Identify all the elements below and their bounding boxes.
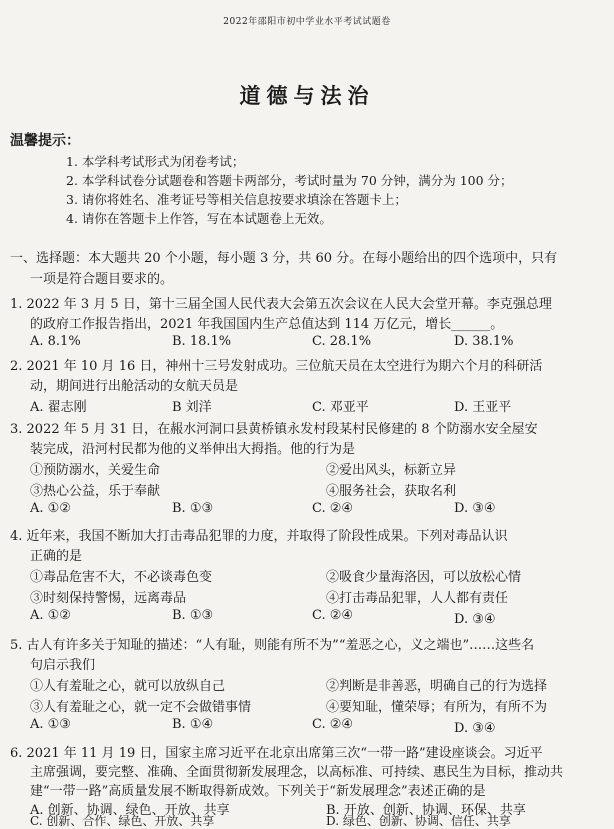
question-stem: 5. 古人有许多关于知耻的描述：“人有耻，则能有所不为”“羞恶之心，义之端也”……这些名 [10, 638, 535, 653]
option-a: A. 8.1% [30, 334, 81, 349]
question-stem: 句启示我们 [30, 658, 96, 673]
question-stem: 主席强调，要完整、准确、全面贯彻新发展理念，以高标准、可持续、惠民生为目标，推动共 [30, 765, 564, 780]
option-d: D. ③④ [454, 721, 496, 736]
option-c: C. 28.1% [312, 334, 372, 349]
option-d: D. 绿色、创新、协调、信任、共享 [326, 814, 511, 828]
option-a: A. 创新、协调、绿色、开放、共享 [30, 803, 230, 818]
option-c: C. ②④ [312, 608, 354, 623]
statement-4: ④打击毒品犯罪，人人都有责任 [326, 591, 509, 606]
option-c: C. ②④ [312, 501, 354, 516]
option-a: A. ①② [30, 501, 71, 516]
exam-title: 2022年邵阳市初中学业水平考试试题卷 [223, 17, 391, 27]
statement-4: ④要知耻，懂荣辱；有所为，有所不为 [326, 700, 548, 715]
option-b: B. 开放、创新、协调、环保、共享 [326, 803, 526, 818]
option-a: A. ①② [30, 608, 71, 623]
option-c: C. ②④ [312, 717, 354, 732]
statement-4: ④服务社会，获取名利 [326, 484, 457, 499]
option-b: B. ①③ [172, 608, 214, 623]
statement-3: ③热心公益，乐于奉献 [30, 484, 161, 499]
option-d: D. ③④ [454, 612, 496, 627]
statement-1: ①预防溺水，关爱生命 [30, 463, 161, 478]
option-b: B 刘洋 [172, 400, 212, 415]
question-stem: 2. 2021 年 10 月 16 日，神州十三号发射成功。三位航天员在太空进行为期六个月的科研活 [10, 359, 543, 374]
statement-2: ②吸食少量海洛因，可以放松心情 [326, 570, 522, 585]
question-stem: 4. 近年来，我国不断加大打击毒品犯罪的力度，并取得了阶段性成果。下列对毒品认识 [10, 529, 508, 544]
question-stem: 3. 2022 年 5 月 31 日，在赧水河洞口县黄桥镇永发村段某村民修建的 8 个防溺水安全屋安 [10, 422, 538, 437]
tip-item: 2. 本学科试卷分试题卷和答题卡两部分，考试时量为 70 分钟，满分为 100 分； [66, 173, 513, 188]
question-stem: 装完成，沿河村民都为他的义举伸出大拇指。他的行为是 [30, 442, 356, 457]
option-a: A. ①③ [30, 717, 71, 732]
option-d: D. ③④ [454, 501, 496, 516]
question-stem: 6. 2021 年 11 月 19 日，国家主席习近平在北京出席第三次“一带一路”建设座谈会。习近平 [10, 746, 543, 761]
option-b: B. 18.1% [172, 334, 232, 349]
option-a: A. 翟志刚 [30, 400, 87, 415]
tip-item: 4. 请你在答题卡上作答，写在本试题卷上无效。 [66, 211, 332, 226]
tips-heading: 温馨提示： [10, 133, 80, 149]
option-b: B. ①③ [172, 501, 214, 516]
question-stem: 的政府工作报告指出，2021 年我国国内生产总值达到 114 万亿元，增长______。 [30, 317, 504, 332]
question-stem: 1. 2022 年 3 月 5 日，第十三届全国人民代表大会第五次会议在人民大会堂开幕。李克强总理 [10, 297, 552, 312]
section-heading-cont: 一项是符合题目要求的。 [30, 272, 174, 287]
option-b: B. ①④ [172, 717, 214, 732]
option-c: C. 创新、合作、绿色、开放、共享 [30, 814, 215, 828]
option-c: C. 邓亚平 [312, 400, 369, 415]
section-heading: 一、选择题：本大题共 20 个小题，每小题 3 分，共 60 分。在每小题给出的四个选项中，只有 [10, 251, 558, 266]
option-d: D. 38.1% [454, 334, 514, 349]
question-stem: 建“一带一路”高质量发展不断取得新成效。下列关于“新发展理念”表述正确的是 [30, 784, 486, 799]
tip-item: 3. 请你将姓名、准考证号等相关信息按要求填涂在答题卡上； [66, 192, 407, 207]
subject-title: 道德与法治 [239, 83, 375, 108]
question-stem: 正确的是 [30, 549, 83, 564]
question-stem: 动，期间进行出舱活动的女航天员是 [30, 379, 239, 394]
statement-1: ①人有羞耻之心，就可以放纵自己 [30, 679, 226, 694]
statement-3: ③人有羞耻之心，就一定不会做错事情 [30, 700, 252, 715]
statement-3: ③时刻保持警惕，远离毒品 [30, 591, 187, 606]
option-d: D. 王亚平 [454, 400, 512, 415]
statement-1: ①毒品危害不大，不必谈毒色变 [30, 570, 213, 585]
tip-item: 1. 本学科考试形式为闭卷考试； [66, 154, 245, 169]
statement-2: ②爱出风头，标新立异 [326, 463, 457, 478]
statement-2: ②判断是非善恶，明确自己的行为选择 [326, 679, 548, 694]
